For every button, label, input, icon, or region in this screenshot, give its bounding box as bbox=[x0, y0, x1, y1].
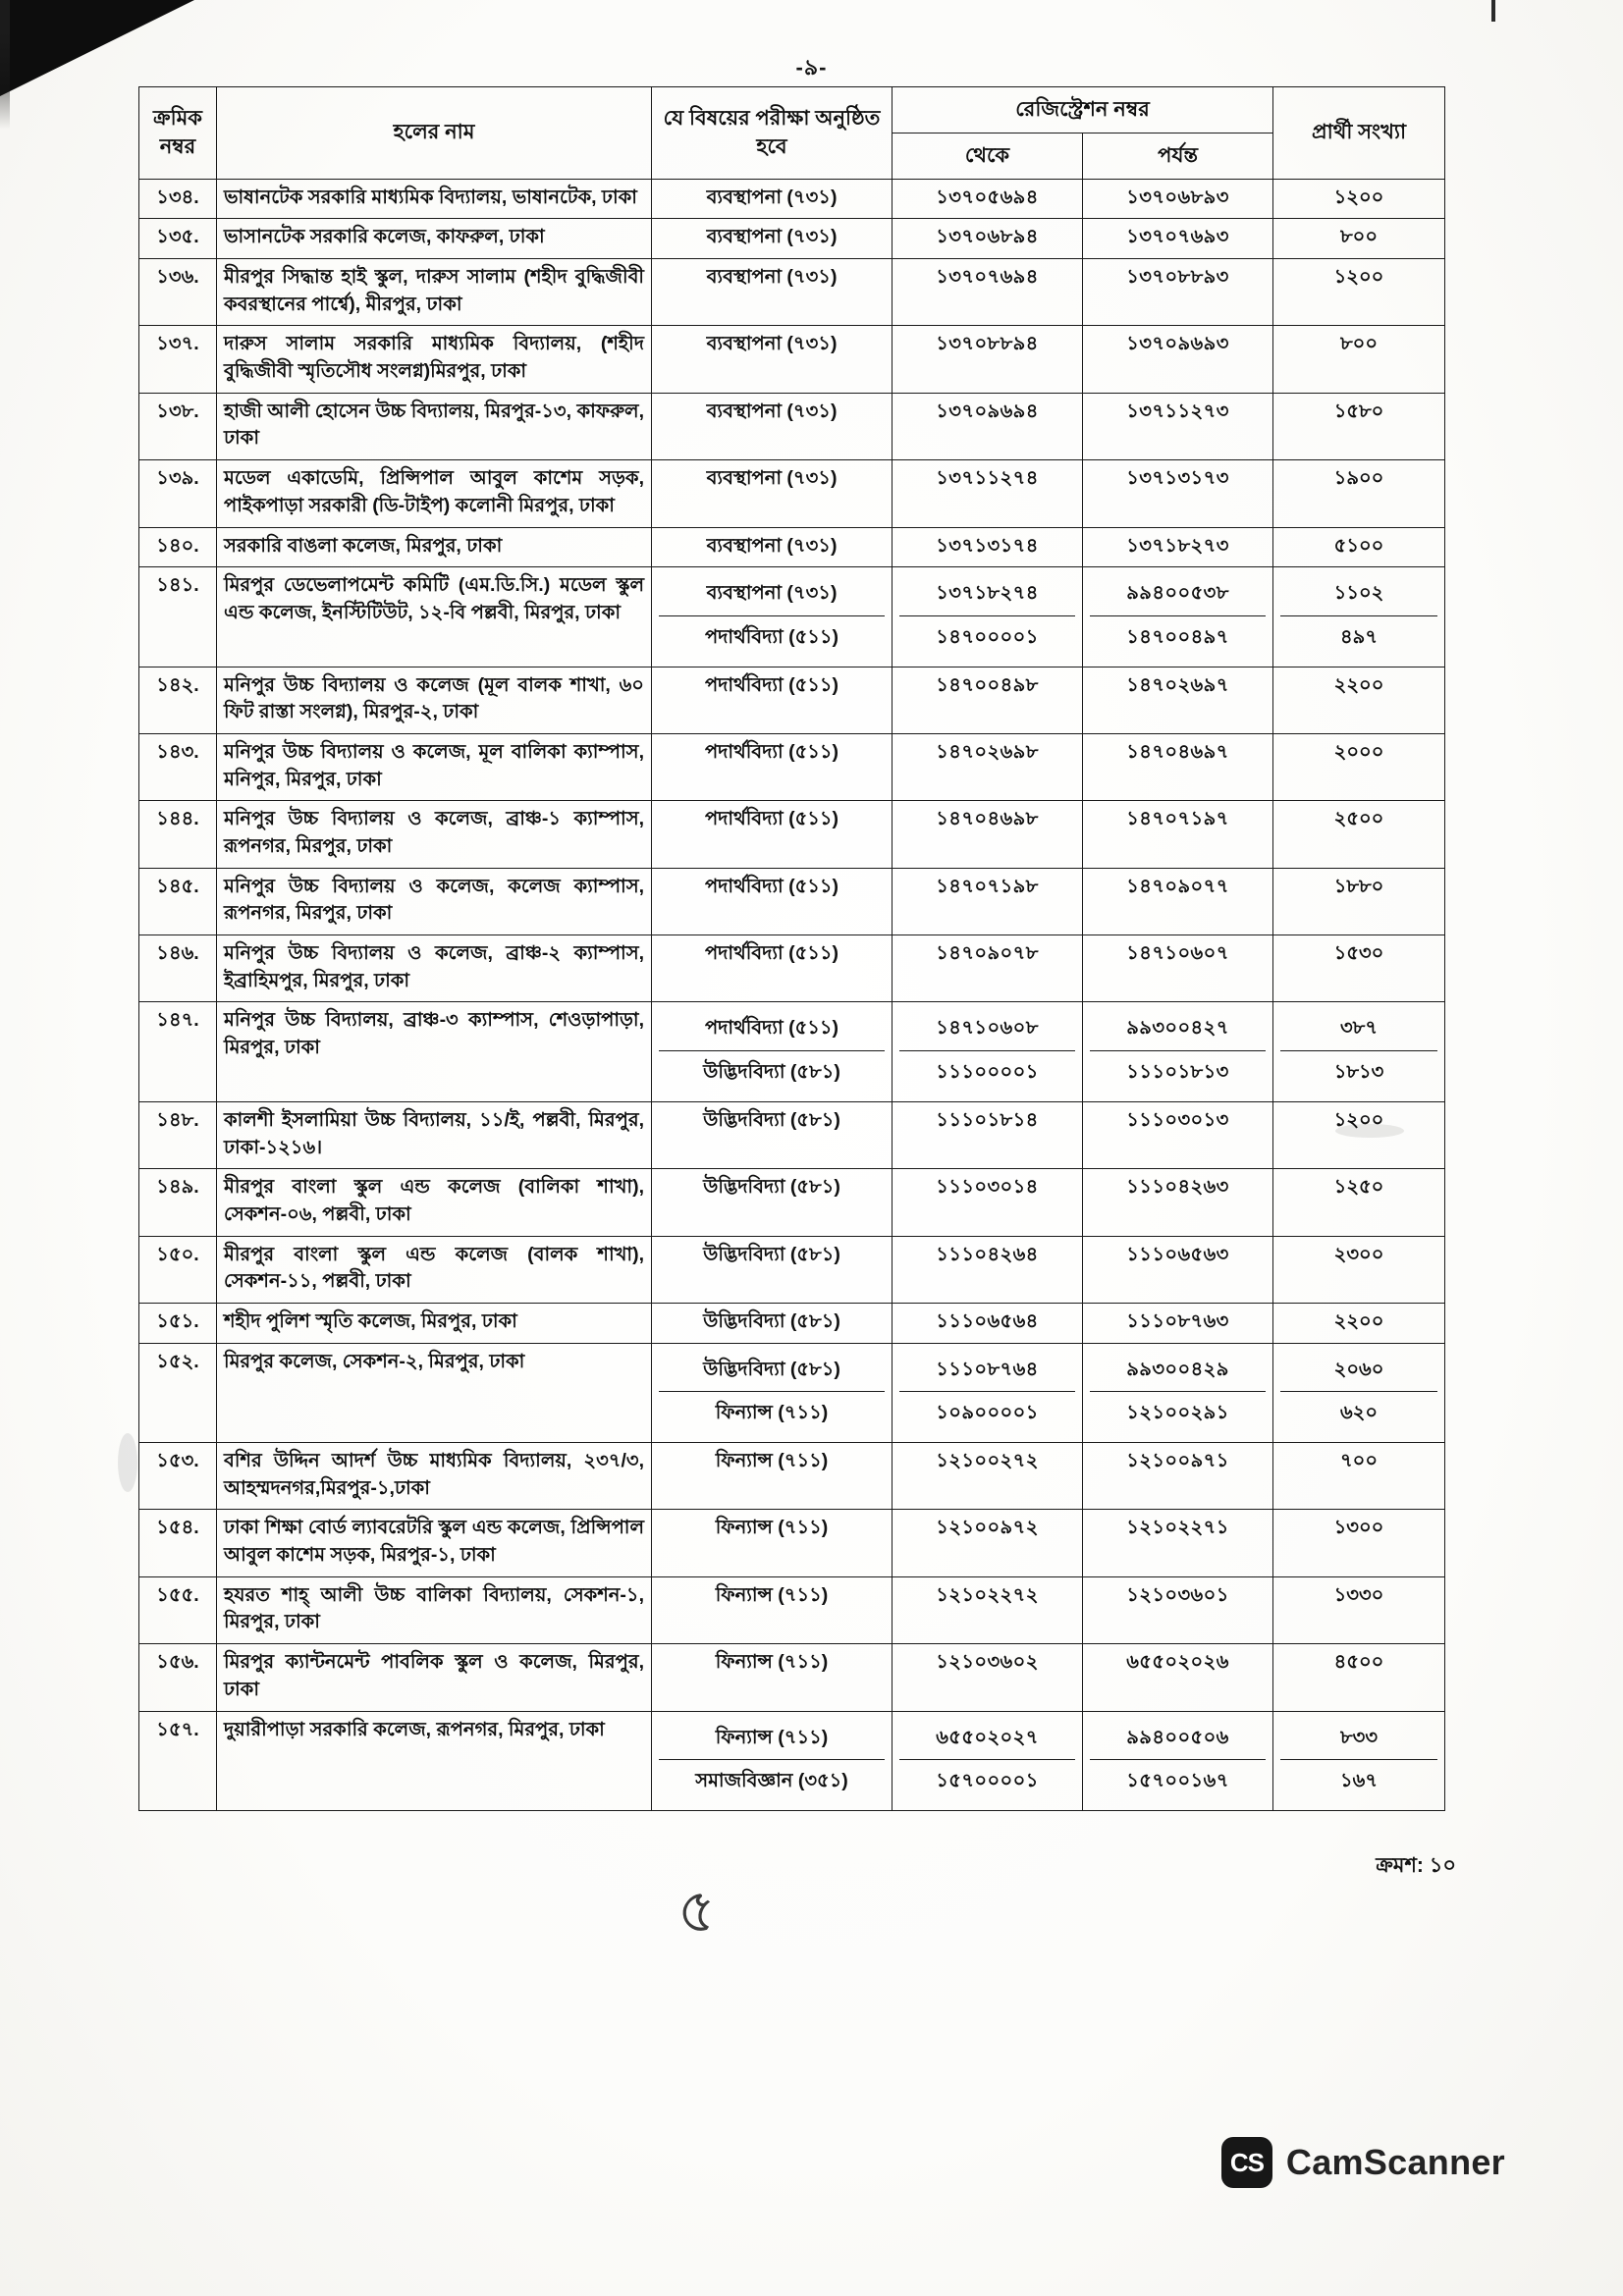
cell-registration-to: ১৪৭০৭১৯৭ bbox=[1083, 801, 1273, 868]
column-header-reg-to: পর্যন্ত bbox=[1083, 133, 1273, 179]
cell-candidate-count: ৮০০ bbox=[1273, 219, 1445, 259]
table-row bbox=[139, 1443, 1445, 1510]
cell-candidate-count-part: ৮৩৩ bbox=[1340, 1726, 1379, 1748]
cell-registration-to-part: ৯৯৩০০৪২৭ bbox=[1126, 1017, 1229, 1040]
table-row bbox=[139, 1576, 1445, 1643]
cell-subject bbox=[652, 1002, 893, 1101]
cell-hall-name: সরকারি বাঙলা কলেজ, মিরপুর, ঢাকা bbox=[217, 527, 652, 567]
cell-candidate-count: ১২৫০ bbox=[1273, 1169, 1445, 1236]
table-row bbox=[139, 1101, 1445, 1168]
column-header-serial: ক্রমিক নম্বর bbox=[139, 87, 217, 180]
scan-left-edge-artifact bbox=[0, 0, 10, 1080]
cell-subject-part: সমাজবিজ্ঞান (৩৫১) bbox=[659, 1759, 885, 1803]
cell-subject: পদার্থবিদ্যা (৫১১) bbox=[652, 667, 893, 733]
cell-registration-to-part: ১২১০০২৯১ bbox=[1090, 1391, 1266, 1435]
cell-subject: পদার্থবিদ্যা (৫১১) bbox=[652, 868, 893, 934]
table-row bbox=[139, 259, 1445, 326]
cell-candidate-count: ১৩৩০ bbox=[1273, 1576, 1445, 1643]
table-row bbox=[139, 326, 1445, 393]
cell-hall-name: হাজী আলী হোসেন উচ্চ বিদ্যালয়, মিরপুর-১৩, কাফরুল, ঢাকা bbox=[217, 393, 652, 459]
cell-registration-to: ১১১০৩০১৩ bbox=[1083, 1101, 1273, 1168]
cell-serial: ১৪১. bbox=[139, 567, 217, 667]
cell-candidate-count: ৪৫০০ bbox=[1273, 1644, 1445, 1711]
cell-subject: ফিন্যান্স (৭১১) bbox=[652, 1510, 893, 1576]
table-header bbox=[139, 87, 1445, 180]
table-row bbox=[139, 219, 1445, 259]
cell-subject: ব্যবস্থাপনা (৭৩১) bbox=[652, 460, 893, 527]
continuation-note: ক্রমশ: ১০ bbox=[1376, 1854, 1456, 1877]
cell-serial: ১৫৩. bbox=[139, 1443, 217, 1510]
cell-registration-from: ১১১০১৮১৪ bbox=[893, 1101, 1083, 1168]
cell-serial: ১৫৫. bbox=[139, 1576, 217, 1643]
cell-registration-to bbox=[1083, 567, 1273, 667]
cell-subject: উদ্ভিদবিদ্যা (৫৮১) bbox=[652, 1303, 893, 1343]
cell-hall-name: বশির উদ্দিন আদর্শ উচ্চ মাধ্যমিক বিদ্যালয়, ২৩৭/৩, আহম্মদনগর,মিরপুর-১,ঢাকা bbox=[217, 1443, 652, 1510]
cell-registration-from: ১৪৭০২৬৯৮ bbox=[893, 733, 1083, 800]
cell-hall-name: দুয়ারীপাড়া সরকারি কলেজ, রূপনগর, মিরপুর, ঢাকা bbox=[217, 1711, 652, 1810]
cell-hall-name: মনিপুর উচ্চ বিদ্যালয় ও কলেজ, মূল বালিকা ক্যাম্পাস, মনিপুর, মিরপুর, ঢাকা bbox=[217, 733, 652, 800]
page-number: -৯- bbox=[795, 55, 828, 80]
cell-registration-from bbox=[893, 1002, 1083, 1101]
cell-candidate-count: ১৯০০ bbox=[1273, 460, 1445, 527]
cell-registration-from-part: ১৪৭১০৬০৮ bbox=[936, 1017, 1039, 1040]
cell-registration-from bbox=[893, 567, 1083, 667]
table-row bbox=[139, 1303, 1445, 1343]
cell-serial: ১৩৮. bbox=[139, 393, 217, 459]
cell-subject bbox=[652, 1711, 893, 1810]
cell-subject-part: পদার্থবিদ্যা (৫১১) bbox=[659, 615, 885, 660]
cell-candidate-count bbox=[1273, 1002, 1445, 1101]
cell-registration-from: ১১১০৬৫৬৪ bbox=[893, 1303, 1083, 1343]
cell-registration-from: ১৩৭০৫৬৯৪ bbox=[893, 179, 1083, 219]
cell-serial: ১৩৫. bbox=[139, 219, 217, 259]
cell-registration-to: ১১১০৪২৬৩ bbox=[1083, 1169, 1273, 1236]
cell-subject: উদ্ভিদবিদ্যা (৫৮১) bbox=[652, 1236, 893, 1303]
cell-candidate-count: ৮০০ bbox=[1273, 326, 1445, 393]
cell-registration-to: ১৩৭১১২৭৩ bbox=[1083, 393, 1273, 459]
cell-serial: ১৩৬. bbox=[139, 259, 217, 326]
cell-subject-part: পদার্থবিদ্যা (৫১১) bbox=[704, 1017, 839, 1040]
cell-candidate-count bbox=[1273, 1343, 1445, 1442]
cell-candidate-count: ১২০০ bbox=[1273, 259, 1445, 326]
cell-hall-name: মীরপুর সিদ্ধান্ত হাই স্কুল, দারুস সালাম (শহীদ বুদ্ধিজীবী কবরস্থানের পার্শ্বে), মীরপুর, ঢাকা bbox=[217, 259, 652, 326]
cell-registration-from bbox=[893, 1711, 1083, 1810]
column-header-reg-from: থেকে bbox=[893, 133, 1083, 179]
cell-serial: ১৩৭. bbox=[139, 326, 217, 393]
cell-registration-to-part: ১১১০১৮১৩ bbox=[1090, 1050, 1266, 1095]
cell-registration-from bbox=[893, 1343, 1083, 1442]
cell-registration-to-part: ৯৯৪০০৫৩৮ bbox=[1126, 582, 1229, 605]
camscanner-watermark bbox=[1221, 2137, 1505, 2188]
cell-subject-part: উদ্ভিদবিদ্যা (৫৮১) bbox=[659, 1050, 885, 1095]
cell-serial: ১৫৪. bbox=[139, 1510, 217, 1576]
cell-candidate-count: ১২০০ bbox=[1273, 1101, 1445, 1168]
header-row-top bbox=[139, 87, 1445, 133]
cell-subject: ব্যবস্থাপনা (৭৩১) bbox=[652, 259, 893, 326]
cell-serial: ১৪৫. bbox=[139, 868, 217, 934]
cell-registration-to-part: ১৫৭০০১৬৭ bbox=[1090, 1759, 1266, 1803]
exam-hall-allocation-table bbox=[138, 86, 1445, 1811]
table-row bbox=[139, 1343, 1445, 1442]
cell-registration-to-part: ১৪৭০০৪৯৭ bbox=[1090, 615, 1266, 660]
cell-candidate-count: ১৫৩০ bbox=[1273, 935, 1445, 1002]
cell-registration-to: ১৪৭১০৬০৭ bbox=[1083, 935, 1273, 1002]
cell-registration-from-part: ১৩৭১৮২৭৪ bbox=[936, 582, 1039, 605]
cell-registration-to: ৬৫৫০২০২৬ bbox=[1083, 1644, 1273, 1711]
cell-candidate-count-part: ৬২০ bbox=[1280, 1391, 1437, 1435]
cell-hall-name: মিরপুর ক্যান্টনমেন্ট পাবলিক স্কুল ও কলেজ, মিরপুর, ঢাকা bbox=[217, 1644, 652, 1711]
cell-registration-from: ১৩৭১৩১৭৪ bbox=[893, 527, 1083, 567]
cell-hall-name: মীরপুর বাংলা স্কুল এন্ড কলেজ (বালক শাখা), সেকশন-১১, পল্লবী, ঢাকা bbox=[217, 1236, 652, 1303]
cell-hall-name: মনিপুর উচ্চ বিদ্যালয় ও কলেজ, ব্রাঞ্চ-১ ক্যাম্পাস, রূপনগর, মিরপুর, ঢাকা bbox=[217, 801, 652, 868]
cell-subject: ফিন্যান্স (৭১১) bbox=[652, 1443, 893, 1510]
cell-registration-to: ১৪৭০৪৬৯৭ bbox=[1083, 733, 1273, 800]
cell-registration-to: ১৩৭০৯৬৯৩ bbox=[1083, 326, 1273, 393]
table-row bbox=[139, 1002, 1445, 1101]
cell-registration-to: ১২১০৩৬০১ bbox=[1083, 1576, 1273, 1643]
cell-hall-name: মিরপুর কলেজ, সেকশন-২, মিরপুর, ঢাকা bbox=[217, 1343, 652, 1442]
cell-subject: ব্যবস্থাপনা (৭৩১) bbox=[652, 393, 893, 459]
cell-registration-from: ১১১০৩০১৪ bbox=[893, 1169, 1083, 1236]
cell-serial: ১৪৬. bbox=[139, 935, 217, 1002]
cell-candidate-count: ১৮৮০ bbox=[1273, 868, 1445, 934]
table-row bbox=[139, 460, 1445, 527]
cell-hall-name: দারুস সালাম সরকারি মাধ্যমিক বিদ্যালয়, (শহীদ বুদ্ধিজীবী স্মৃতিসৌধ সংলগ্ন)মিরপুর, ঢাকা bbox=[217, 326, 652, 393]
cell-registration-from-part: ১০৯০০০০১ bbox=[899, 1391, 1075, 1435]
cell-serial: ১৪৩. bbox=[139, 733, 217, 800]
table-row bbox=[139, 667, 1445, 733]
cell-subject bbox=[652, 567, 893, 667]
cell-candidate-count: ১২০০ bbox=[1273, 179, 1445, 219]
cell-registration-from-part: ১১১০০০০১ bbox=[899, 1050, 1075, 1095]
cell-registration-to bbox=[1083, 1002, 1273, 1101]
cell-candidate-count: ২৫০০ bbox=[1273, 801, 1445, 868]
cell-registration-to: ১৩৭১৮২৭৩ bbox=[1083, 527, 1273, 567]
cell-registration-from-part: ১৫৭০০০০১ bbox=[899, 1759, 1075, 1803]
cell-subject: উদ্ভিদবিদ্যা (৫৮১) bbox=[652, 1101, 893, 1168]
table-row bbox=[139, 935, 1445, 1002]
cell-registration-from: ১৩৭১১২৭৪ bbox=[893, 460, 1083, 527]
cell-hall-name: ভাসানটেক সরকারি কলেজ, কাফরুল, ঢাকা bbox=[217, 219, 652, 259]
column-header-registration-group: রেজিস্ট্রেশন নম্বর bbox=[893, 87, 1273, 133]
column-header-candidates: প্রার্থী সংখ্যা bbox=[1273, 87, 1445, 180]
cell-registration-to: ১১১০৮৭৬৩ bbox=[1083, 1303, 1273, 1343]
cell-registration-to: ১২১০০৯৭১ bbox=[1083, 1443, 1273, 1510]
table-row bbox=[139, 1169, 1445, 1236]
cell-registration-from: ১১১০৪২৬৪ bbox=[893, 1236, 1083, 1303]
cell-registration-to: ১৩৭০৭৬৯৩ bbox=[1083, 219, 1273, 259]
camscanner-badge-icon: CS bbox=[1221, 2137, 1272, 2188]
cell-registration-from-part: ৬৫৫০২০২৭ bbox=[936, 1726, 1039, 1748]
cell-candidate-count-part: ১৬৭ bbox=[1280, 1759, 1437, 1803]
cell-candidate-count: ৫১০০ bbox=[1273, 527, 1445, 567]
cell-subject-part: উদ্ভিদবিদ্যা (৫৮১) bbox=[703, 1358, 840, 1380]
cell-candidate-count-part: ৪৯৭ bbox=[1280, 615, 1437, 660]
cell-serial: ১৫২. bbox=[139, 1343, 217, 1442]
cell-subject bbox=[652, 1343, 893, 1442]
cell-registration-to: ১৩৭০৮৮৯৩ bbox=[1083, 259, 1273, 326]
cell-registration-to: ১৩৭০৬৮৯৩ bbox=[1083, 179, 1273, 219]
cell-registration-from: ১৪৭০৯০৭৮ bbox=[893, 935, 1083, 1002]
cell-serial: ১৪৮. bbox=[139, 1101, 217, 1168]
table-row bbox=[139, 393, 1445, 459]
cell-registration-from: ১৪৭০৪৬৯৮ bbox=[893, 801, 1083, 868]
cell-subject: ব্যবস্থাপনা (৭৩১) bbox=[652, 326, 893, 393]
cell-candidate-count-part: ৩৮৭ bbox=[1340, 1017, 1379, 1040]
cell-registration-to bbox=[1083, 1711, 1273, 1810]
cell-serial: ১৩৪. bbox=[139, 179, 217, 219]
cell-registration-from: ১৩৭০৮৮৯৪ bbox=[893, 326, 1083, 393]
cell-registration-from: ১৪৭০০৪৯৮ bbox=[893, 667, 1083, 733]
cell-subject: উদ্ভিদবিদ্যা (৫৮১) bbox=[652, 1169, 893, 1236]
cell-candidate-count: ২৩০০ bbox=[1273, 1236, 1445, 1303]
cell-hall-name: মীরপুর বাংলা স্কুল এন্ড কলেজ (বালিকা শাখা), সেকশন-০৬, পল্লবী, ঢাকা bbox=[217, 1169, 652, 1236]
cell-hall-name: কালশী ইসলামিয়া উচ্চ বিদ্যালয়, ১১/ই, পল্লবী, মিরপুর, ঢাকা-১২১৬। bbox=[217, 1101, 652, 1168]
cell-registration-from: ১২১০৩৬০২ bbox=[893, 1644, 1083, 1711]
cell-candidate-count: ১৫৮০ bbox=[1273, 393, 1445, 459]
cell-registration-to: ১৩৭১৩১৭৩ bbox=[1083, 460, 1273, 527]
table-row bbox=[139, 567, 1445, 667]
cell-subject: ব্যবস্থাপনা (৭৩১) bbox=[652, 179, 893, 219]
scan-smudge bbox=[118, 1433, 137, 1492]
cell-serial: ১৪০. bbox=[139, 527, 217, 567]
cell-registration-to bbox=[1083, 1343, 1273, 1442]
cell-registration-from: ১৪৭০৭১৯৮ bbox=[893, 868, 1083, 934]
cell-subject-part: ফিন্যান্স (৭১১) bbox=[715, 1726, 829, 1748]
cell-candidate-count: ২০০০ bbox=[1273, 733, 1445, 800]
cell-registration-to: ১১১০৬৫৬৩ bbox=[1083, 1236, 1273, 1303]
cell-registration-from-part: ১৪৭০০০০১ bbox=[899, 615, 1075, 660]
cell-candidate-count bbox=[1273, 567, 1445, 667]
table-body bbox=[139, 179, 1445, 1810]
cell-candidate-count bbox=[1273, 1711, 1445, 1810]
column-header-subject: যে বিষয়ের পরীক্ষা অনুষ্ঠিত হবে bbox=[652, 87, 893, 180]
cell-registration-from: ১২১০০২৭২ bbox=[893, 1443, 1083, 1510]
cell-registration-from: ১৩৭০৯৬৯৪ bbox=[893, 393, 1083, 459]
cell-candidate-count-part: ২০৬০ bbox=[1333, 1358, 1384, 1380]
cell-candidate-count-part: ১১০২ bbox=[1333, 582, 1384, 605]
cell-serial: ১৫০. bbox=[139, 1236, 217, 1303]
cell-subject: ব্যবস্থাপনা (৭৩১) bbox=[652, 219, 893, 259]
cell-registration-to-part: ৯৯৩০০৪২৯ bbox=[1126, 1358, 1229, 1380]
cell-serial: ১৪৯. bbox=[139, 1169, 217, 1236]
cell-serial: ১৫৬. bbox=[139, 1644, 217, 1711]
cell-registration-from: ১৩৭০৬৮৯৪ bbox=[893, 219, 1083, 259]
cell-subject: ফিন্যান্স (৭১১) bbox=[652, 1644, 893, 1711]
cell-candidate-count: ২২০০ bbox=[1273, 1303, 1445, 1343]
cell-candidate-count: ৭০০ bbox=[1273, 1443, 1445, 1510]
table-row bbox=[139, 527, 1445, 567]
table-row bbox=[139, 179, 1445, 219]
cell-registration-from: ১২১০২২৭২ bbox=[893, 1576, 1083, 1643]
cell-hall-name: মডেল একাডেমি, প্রিন্সিপাল আবুল কাশেম সড়ক, পাইকপাড়া সরকারী (ডি-টাইপ) কলোনী মিরপুর, ঢাকা bbox=[217, 460, 652, 527]
cell-serial: ১৪৪. bbox=[139, 801, 217, 868]
cell-hall-name: মিরপুর ডেভেলাপমেন্ট কমিটি (এম.ডি.সি.) মডেল স্কুল এন্ড কলেজ, ইনস্টিটিউট, ১২-বি পল্লবী, মিরপুর, ঢাকা bbox=[217, 567, 652, 667]
cell-registration-from: ১৩৭০৭৬৯৪ bbox=[893, 259, 1083, 326]
handwritten-signature: ৫ bbox=[673, 1873, 721, 1949]
cell-hall-name: মনিপুর উচ্চ বিদ্যালয় ও কলেজ (মূল বালক শাখা, ৬০ ফিট রাস্তা সংলগ্ন), মিরপুর-২, ঢাকা bbox=[217, 667, 652, 733]
cell-hall-name: মনিপুর উচ্চ বিদ্যালয় ও কলেজ, ব্রাঞ্চ-২ ক্যাম্পাস, ইব্রাহিমপুর, মিরপুর, ঢাকা bbox=[217, 935, 652, 1002]
cell-registration-to: ১৪৭০৯০৭৭ bbox=[1083, 868, 1273, 934]
table-row bbox=[139, 1711, 1445, 1810]
exam-hall-table-container bbox=[138, 86, 1444, 1811]
cell-registration-to: ১৪৭০২৬৯৭ bbox=[1083, 667, 1273, 733]
cell-serial: ১৪৭. bbox=[139, 1002, 217, 1101]
cell-registration-from-part: ১১১০৮৭৬৪ bbox=[936, 1358, 1039, 1380]
cell-subject: পদার্থবিদ্যা (৫১১) bbox=[652, 801, 893, 868]
scan-top-mark-artifact bbox=[1491, 0, 1495, 22]
cell-candidate-count: ২২০০ bbox=[1273, 667, 1445, 733]
cell-subject-part: ব্যবস্থাপনা (৭৩১) bbox=[706, 582, 838, 605]
table-row bbox=[139, 868, 1445, 934]
cell-subject: পদার্থবিদ্যা (৫১১) bbox=[652, 733, 893, 800]
cell-hall-name: হযরত শাহ্ আলী উচ্চ বালিকা বিদ্যালয়, সেকশন-১, মিরপুর, ঢাকা bbox=[217, 1576, 652, 1643]
cell-serial: ১৩৯. bbox=[139, 460, 217, 527]
camscanner-wordmark: CamScanner bbox=[1285, 2142, 1505, 2182]
table-row bbox=[139, 1236, 1445, 1303]
cell-subject: ফিন্যান্স (৭১১) bbox=[652, 1576, 893, 1643]
cell-candidate-count: ১৩০০ bbox=[1273, 1510, 1445, 1576]
cell-hall-name: শহীদ পুলিশ স্মৃতি কলেজ, মিরপুর, ঢাকা bbox=[217, 1303, 652, 1343]
cell-registration-to: ১২১০২২৭১ bbox=[1083, 1510, 1273, 1576]
table-row bbox=[139, 801, 1445, 868]
cell-hall-name: ভাষানটেক সরকারি মাধ্যমিক বিদ্যালয়, ভাষানটেক, ঢাকা bbox=[217, 179, 652, 219]
cell-registration-from: ১২১০০৯৭২ bbox=[893, 1510, 1083, 1576]
cell-registration-to-part: ৯৯৪০০৫০৬ bbox=[1126, 1726, 1229, 1748]
table-row bbox=[139, 1644, 1445, 1711]
cell-serial: ১৫১. bbox=[139, 1303, 217, 1343]
cell-hall-name: মনিপুর উচ্চ বিদ্যালয়, ব্রাঞ্চ-৩ ক্যাম্পাস, শেওড়াপাড়া, মিরপুর, ঢাকা bbox=[217, 1002, 652, 1101]
column-header-hall-name: হলের নাম bbox=[217, 87, 652, 180]
cell-subject: পদার্থবিদ্যা (৫১১) bbox=[652, 935, 893, 1002]
table-row bbox=[139, 733, 1445, 800]
cell-hall-name: মনিপুর উচ্চ বিদ্যালয় ও কলেজ, কলেজ ক্যাম্পাস, রূপনগর, মিরপুর, ঢাকা bbox=[217, 868, 652, 934]
cell-subject-part: ফিন্যান্স (৭১১) bbox=[659, 1391, 885, 1435]
table-row bbox=[139, 1510, 1445, 1576]
cell-candidate-count-part: ১৮১৩ bbox=[1280, 1050, 1437, 1095]
cell-serial: ১৪২. bbox=[139, 667, 217, 733]
cell-serial: ১৫৭. bbox=[139, 1711, 217, 1810]
cell-subject: ব্যবস্থাপনা (৭৩১) bbox=[652, 527, 893, 567]
cell-hall-name: ঢাকা শিক্ষা বোর্ড ল্যাবরেটরি স্কুল এন্ড কলেজ, প্রিন্সিপাল আবুল কাশেম সড়ক, মিরপুর-১, ঢাকা bbox=[217, 1510, 652, 1576]
